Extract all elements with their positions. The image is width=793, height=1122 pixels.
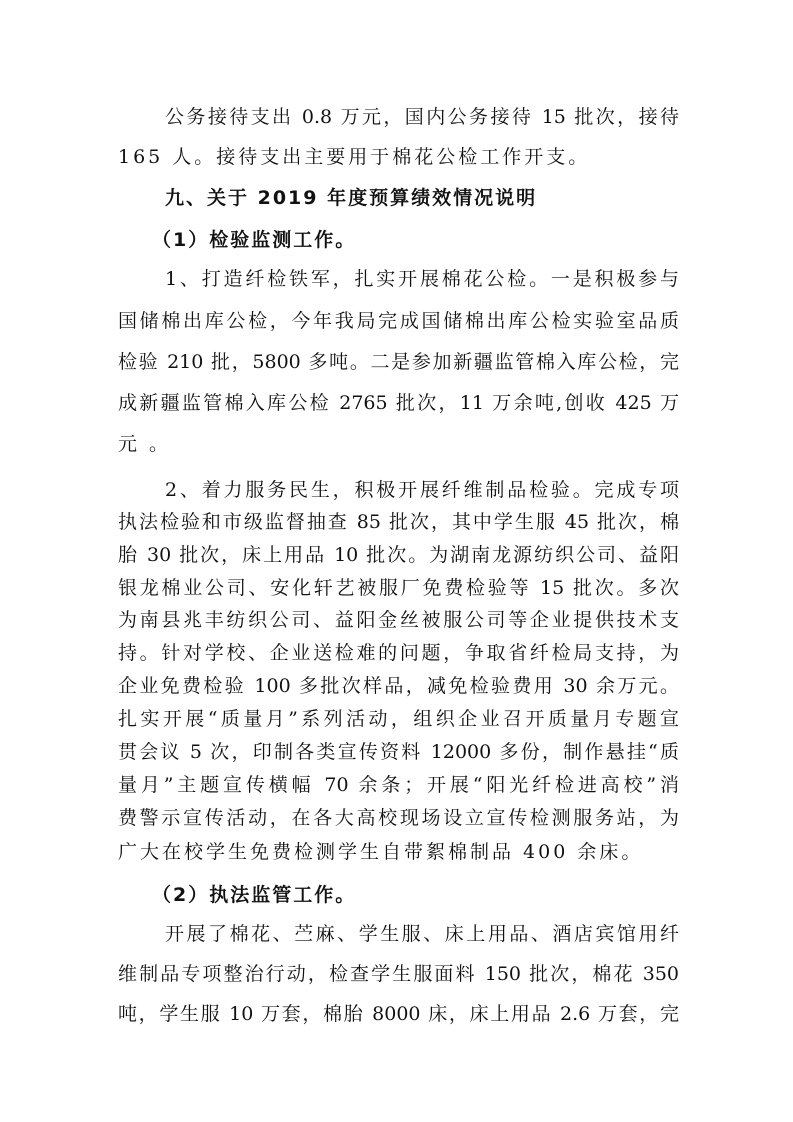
body-line: 广大在校学生免费检测学生自带絮棉制品 400 余床。 [118, 841, 644, 863]
body-line: 国储棉出库公检，今年我局完成国储棉出库公检实验室品质 [118, 310, 679, 332]
body-line: 1、打造纤检铁军，扎实开展棉花公检。一是积极参与 [165, 268, 679, 290]
body-line: 贯会议 5 次，印制各类宣传资料 12000 多份，制作悬挂“质 [118, 741, 679, 763]
body-line: 维制品专项整治行动，检查学生服面料 150 批次，棉花 350 [118, 963, 679, 985]
body-line: 扎实开展“质量月”系列活动，组织企业召开质量月专题宣 [118, 708, 679, 730]
body-line: 2、着力服务民生，积极开展纤维制品检验。完成专项 [165, 479, 679, 501]
body-line: 开展了棉花、苎麻、学生服、床上用品、酒店宾馆用纤 [165, 923, 679, 945]
body-line: 胎 30 批次，床上用品 10 批次。为湖南龙源纺织公司、益阳 [118, 544, 679, 566]
body-line: 公务接待支出 0.8 万元，国内公务接待 15 批次，接待 [165, 106, 679, 128]
body-line: 银龙棉业公司、安化轩艺被服厂免费检验等 15 批次。多次 [118, 577, 679, 599]
body-line: 费警示宣传活动，在各大高校现场设立宣传检测服务站，为 [118, 807, 679, 829]
body-line: 成新疆监管棉入库公检 2765 批次，11 万余吨,创收 425 万 [118, 392, 679, 414]
body-line: 量月”主题宣传横幅 70 余条；开展“阳光纤检进高校”消 [118, 774, 679, 796]
subsection-heading: （2）执法监管工作。 [152, 884, 357, 906]
subsection-heading: （1）检验监测工作。 [152, 229, 357, 251]
body-line: 持。针对学校、企业送检难的问题，争取省纤检局支持，为 [118, 642, 679, 664]
body-line: 企业免费检验 100 多批次样品，减免检验费用 30 余万元。 [118, 675, 679, 697]
section-heading: 九、关于 2019 年度预算绩效情况说明 [165, 187, 538, 209]
body-line: 检验 210 批，5800 多吨。二是参加新疆监管棉入库公检，完 [118, 351, 679, 373]
body-line: 元 。 [118, 433, 172, 455]
body-line: 为南县兆丰纺织公司、益阳金丝被服公司等企业提供技术支 [118, 609, 679, 631]
body-line: 吨，学生服 10 万套，棉胎 8000 床，床上用品 2.6 万套，完 [118, 1003, 679, 1025]
body-line: 165 人。接待支出主要用于棉花公检工作开支。 [118, 146, 591, 168]
body-line: 执法检验和市级监督抽查 85 批次，其中学生服 45 批次，棉 [118, 511, 679, 533]
